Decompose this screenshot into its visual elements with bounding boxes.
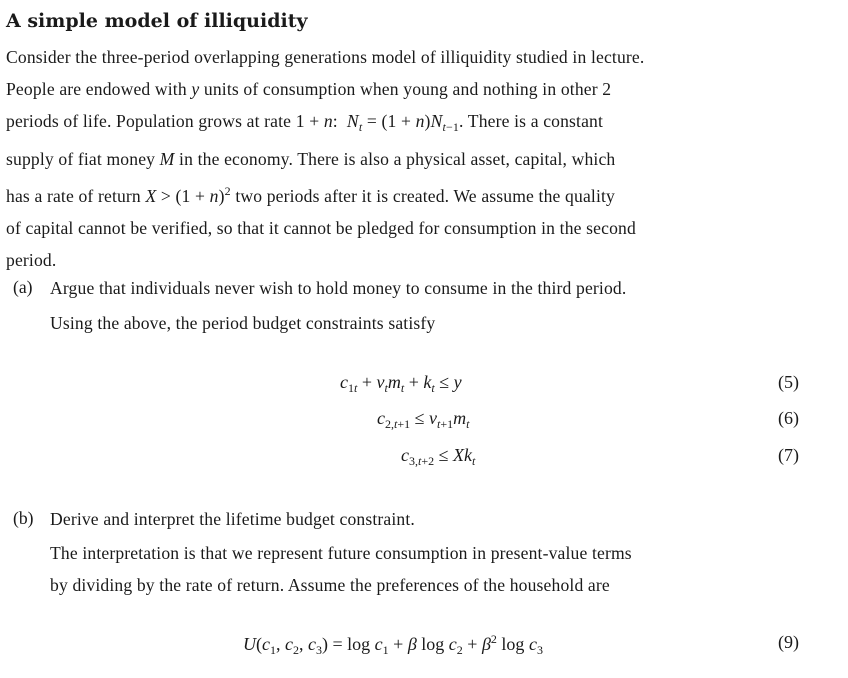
equation-5-number: (5): [778, 372, 799, 392]
equation-7: $c_{3,t+2} \le Xk_t$: [401, 445, 476, 468]
intro-line-2: People are endowed with y units of consumption when young and nothing in other 2: [6, 79, 612, 99]
intro-line-1: Consider the three-period overlapping generations model of illiquidity studied in lecture.: [6, 47, 645, 67]
item-a-label: (a): [13, 277, 33, 297]
item-b-line-1: The interpretation is that we represent future consumption in present-value terms: [50, 543, 632, 563]
item-b-question: Derive and interpret the lifetime budget constraint.: [50, 509, 415, 529]
utility-equation-number: (9): [778, 632, 799, 652]
intro-line-5: has a rate of return $X > (1 + n)^2$ two periods after it is created. We assume the quality: [6, 184, 615, 206]
equation-7-number: (7): [778, 445, 799, 465]
item-b-line-2: by dividing by the rate of return. Assume the preferences of the household are: [50, 575, 610, 595]
equation-6-number: (6): [778, 408, 799, 428]
item-b-label: (b): [13, 508, 34, 528]
item-a-text: Using the above, the period budget constraints satisfy: [50, 313, 436, 333]
item-a-question: Argue that individuals never wish to hold money to consume in the third period.: [50, 278, 627, 298]
section-heading: A simple model of illiquidity: [6, 10, 308, 32]
intro-line-6: of capital cannot be verified, so that it cannot be pledged for consumption in the second: [6, 218, 636, 238]
intro-line-4: supply of fiat money M in the economy. There is also a physical asset, capital, which: [6, 149, 616, 169]
equation-6: $c_{2,t+1} \le \nu_{t+1}m_t$: [377, 408, 470, 431]
equation-5: $c_{1t} + \nu_tm_t + k_t \le y$: [340, 372, 462, 395]
intro-paragraph: [6, 41, 806, 276]
intro-line-3: periods of life. Population grows at rate 1 + n: $N_t = (1 + n)N_{t-1}$. There is a constant: [6, 111, 604, 134]
utility-equation: $U(c_1$, $c_2$, $c_3) = \log c_1 + \beta$ $\log c_2 + \beta^2$ $\log c_3$: [243, 632, 543, 657]
intro-line-7: period.: [6, 250, 57, 270]
